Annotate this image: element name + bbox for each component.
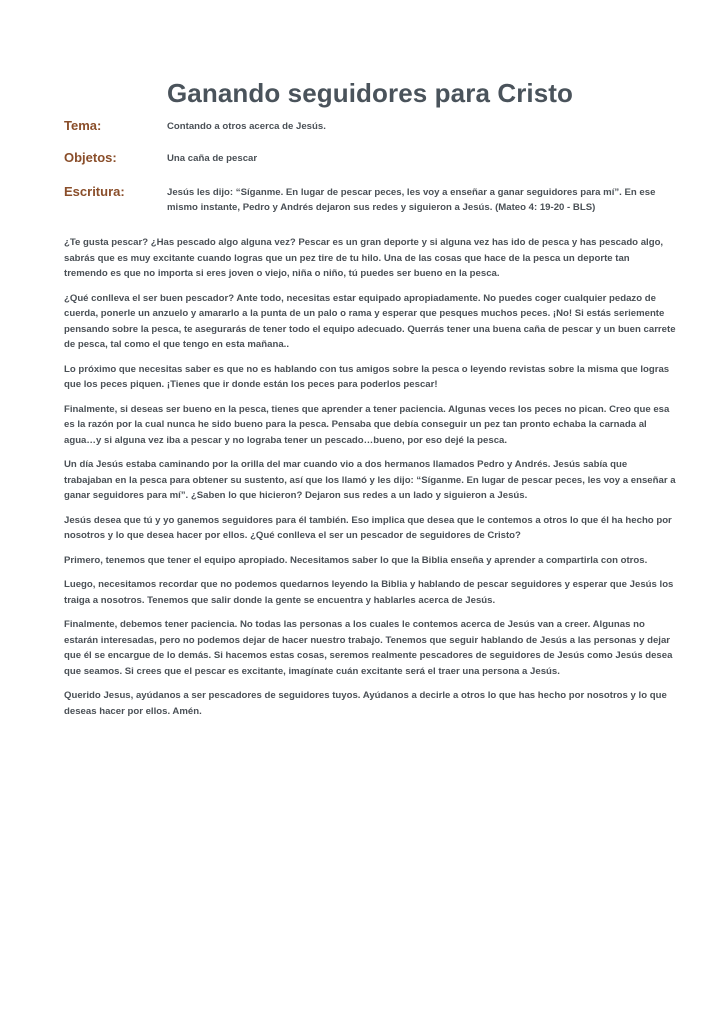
meta-row-escritura: [64, 184, 676, 215]
paragraph: Luego, necesitamos recordar que no podemos quedarnos leyendo la Biblia y hablando de pescar seguidores y esperar que Jesús los traiga a nosotros. Tenemos que salir donde la gente se encuentra y hablarles acerca de Jesús.: [64, 579, 674, 606]
paragraph: Jesús desea que tú y yo ganemos seguidores para él también. Eso implica que desea que le contemos a otros lo que él ha hecho por nosotros y lo que desea hacer por ellos. ¿Qué conlleva el ser un pescador de seguidores de Cristo?: [64, 514, 672, 541]
objetos-value: Una caña de pescar: [167, 153, 258, 164]
document-page: [64, 76, 676, 728]
paragraph: ¿Te gusta pescar? ¿Has pescado algo alguna vez? Pescar es un gran deporte y si alguna vez has ido de pesca y has pescado algo, sabrás que es muy excitante cuando logras que un pez tire de tu hilo. Una de las cosas que hace de la pesca un deporte tan tremendo es que no importa si eres joven o viejo, niña o niño, tú puedes ser bueno en la pesca.: [64, 237, 664, 279]
page-title: Ganando seguidores para Cristo: [166, 78, 574, 108]
paragraph: ¿Qué conlleva el ser buen pescador? Ante todo, necesitas estar equipado apropiadamente. No puedes coger cualquier pedazo de cuerda, ponerle un anzuelo y amararlo a la punta de un palo o rama y esperar que pesques muchos peces. ¡No! Si estás seriemente pensando sobre la pesca, te asegurarás de tener todo el equipo adecuado. Querrás tener una buena caña de pescar y un buen carrete de pesca, tal como el que tengo en esta mañana..: [64, 292, 676, 350]
paragraph: Finalmente, debemos tener paciencia. No todas las personas a los cuales le contemos acerca de Jesús van a creer. Algunas no estarán interesadas, pero no podemos dejar de hacer nuestro trabajo. Tenemos que seguir hablando de Jesús a las personas y dejar que él se encargue de lo demás. Si hacemos estas cosas, seremos realmente pescadores de seguidores de Jesús como Jesús desea que seamos. Si crees que el pescar es excitante, imagínate cuán excitante será el traer una persona a Jesús.: [64, 619, 673, 677]
meta-row-objetos: [64, 150, 676, 166]
paragraph: Querido Jesus, ayúdanos a ser pescadores de seguidores tuyos. Ayúdanos a decirle a otros lo que has hecho por nosotros y lo que deseas hacer por ellos. Amén.: [64, 690, 667, 717]
paragraph: Primero, tenemos que tener el equipo apropiado. Necesitamos saber lo que la Biblia enseña y aprender a compartirla con otros.: [64, 554, 648, 566]
escritura-value: Jesús les dijo: “Síganme. En lugar de pescar peces, les voy a enseñar a ganar seguidores para mí”. En ese mismo instante, Pedro y Andrés dejaron sus redes y siguieron a Jesús. (Mateo 4: 19-20 - BLS): [167, 187, 656, 213]
tema-value: Contando a otros acerca de Jesús.: [167, 121, 326, 132]
objetos-label: Objetos:: [64, 150, 117, 165]
paragraph: Finalmente, si deseas ser bueno en la pesca, tienes que aprender a tener paciencia. Algunas veces los peces no pican. Creo que esa es la razón por la cual nunca he sido bueno para la pesca. Pensaba que debía conseguir un pez tan pronto echaba la carnada al agua…y si alguna vez iba a pescar y no lograba tener un pescado…bueno, por eso dejé la pesca.: [64, 403, 670, 446]
meta-row-tema: [64, 118, 676, 134]
escritura-label: Escritura:: [64, 184, 125, 199]
paragraph: Un día Jesús estaba caminando por la orilla del mar cuando vio a dos hermanos llamados Pedro y Andrés. Jesús sabía que trabajaban en la pesca para obtener su sustento, así que los llamó y les dijo: “Síganme. En lugar de pescar peces, les voy a enseñar a ganar seguidores para mí”. ¿Saben lo que hicieron? Dejaron sus redes a un lado y siguieron a Jesús.: [64, 459, 676, 501]
tema-label: Tema:: [64, 118, 102, 133]
paragraph: Lo próximo que necesitas saber es que no es hablando con tus amigos sobre la pesca o leyendo revistas sobre la misma que logras que los peces piquen. ¡Tienes que ir donde están los peces para poderlos pescar!: [64, 363, 670, 390]
body-text: [64, 235, 676, 719]
